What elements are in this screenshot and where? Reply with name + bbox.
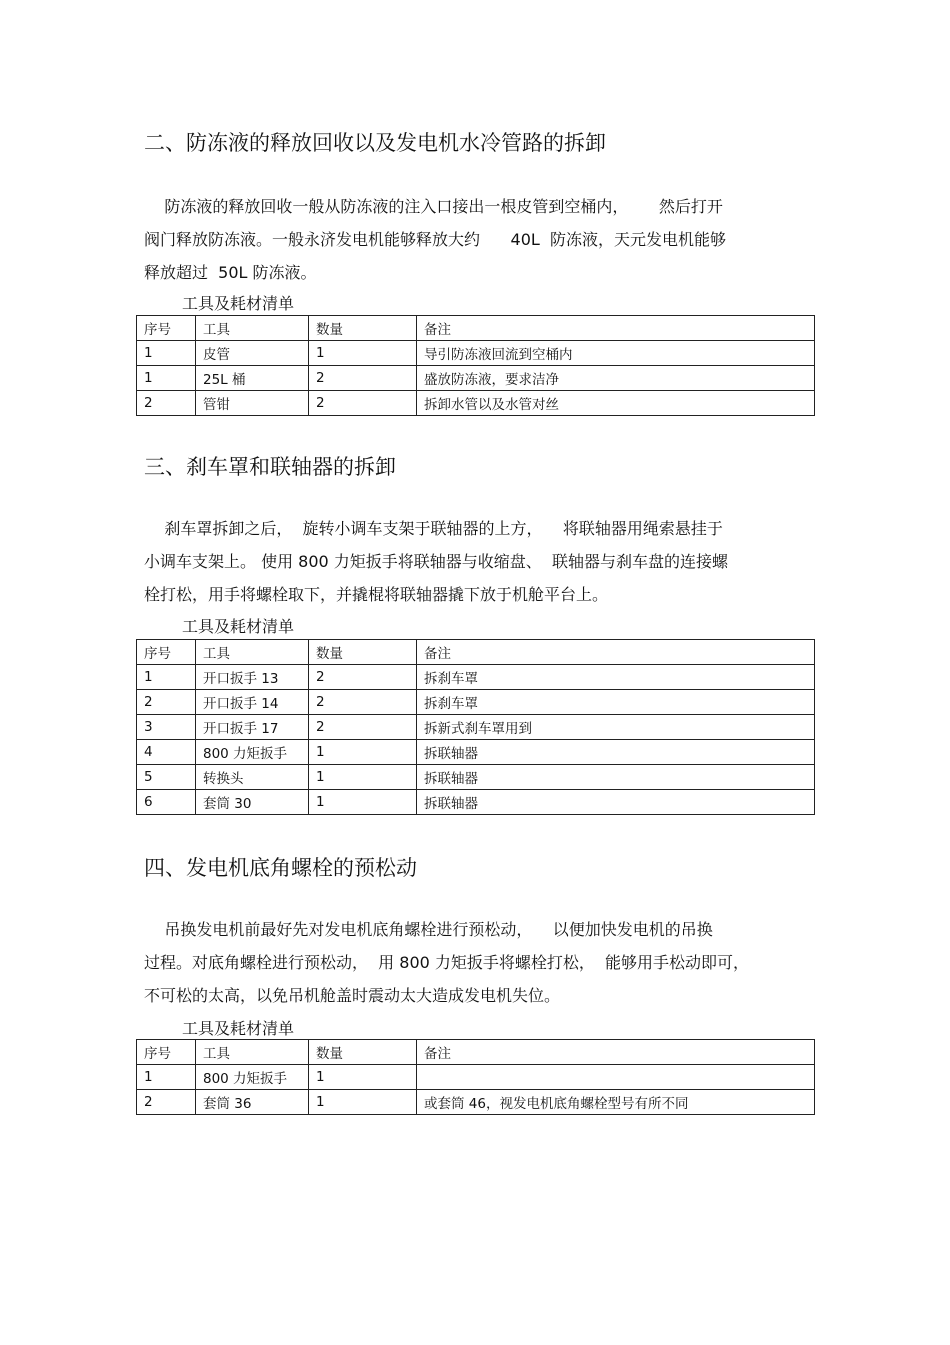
tools-table	[136, 315, 815, 416]
table-cell: 1	[309, 1065, 417, 1090]
table-row	[137, 740, 815, 765]
section-heading: 三、刹车罩和联轴器的拆卸	[144, 455, 396, 479]
paragraph-line: 防冻液的释放回收一般从防冻液的注入口接出一根皮管到空桶内， 然后打开	[144, 197, 723, 216]
table-cell: 2	[309, 690, 417, 715]
section-paragraph	[144, 190, 806, 289]
table-cell: 800 力矩扳手	[196, 1065, 309, 1090]
header-cell: 序号	[137, 316, 196, 341]
table-header-row	[137, 640, 815, 665]
table-cell: 800 力矩扳手	[196, 740, 309, 765]
table-cell: 1	[137, 341, 196, 366]
table-cell: 2	[137, 1090, 196, 1115]
table-cell: 1	[309, 1090, 417, 1115]
paragraph-line: 阀门释放防冻液。一般永济发电机能够释放大约 40L 防冻液，天元发电机能够	[144, 230, 726, 249]
table-cell: 1	[309, 341, 417, 366]
table-caption: 工具及耗材清单	[182, 617, 295, 636]
table-cell: 转换头	[196, 765, 309, 790]
paragraph-line: 栓打松，用手将螺栓取下，并撬棍将联轴器撬下放于机舱平台上。	[144, 585, 609, 604]
table-cell: 2	[137, 690, 196, 715]
table-cell: 拆联轴器	[417, 765, 815, 790]
tools-table	[136, 1039, 815, 1115]
table-row	[137, 765, 815, 790]
table-cell: 管钳	[196, 391, 309, 416]
paragraph-line: 释放超过 50L 防冻液。	[144, 263, 317, 282]
table-cell: 皮管	[196, 341, 309, 366]
header-cell: 数量	[309, 316, 417, 341]
section-paragraph	[144, 913, 806, 1012]
table-cell: 套筒 30	[196, 790, 309, 815]
header-cell: 备注	[417, 316, 815, 341]
table-header-row	[137, 316, 815, 341]
paragraph-line: 刹车罩拆卸之后， 旋转小调车支架于联轴器的上方， 将联轴器用绳索悬挂于	[144, 519, 723, 538]
table-cell: 2	[309, 391, 417, 416]
table-cell: 拆刹车罩	[417, 665, 815, 690]
table-row	[137, 391, 815, 416]
table-row	[137, 715, 815, 740]
header-cell: 工具	[196, 316, 309, 341]
table-cell: 或套筒 46，视发电机底角螺栓型号有所不同	[417, 1090, 815, 1115]
table-row	[137, 1065, 815, 1090]
table-cell: 盛放防冻液，要求洁净	[417, 366, 815, 391]
table-cell: 4	[137, 740, 196, 765]
section-heading: 四、发电机底角螺栓的预松动	[144, 856, 417, 880]
table-row	[137, 366, 815, 391]
table-cell: 3	[137, 715, 196, 740]
table-cell: 6	[137, 790, 196, 815]
table-cell: 2	[309, 366, 417, 391]
table-cell: 1	[309, 740, 417, 765]
table-cell: 拆联轴器	[417, 790, 815, 815]
section-paragraph	[144, 512, 806, 611]
table-cell: 开口扳手 14	[196, 690, 309, 715]
table-cell: 1	[309, 765, 417, 790]
paragraph-line: 不可松的太高，以免吊机舱盖时震动太大造成发电机失位。	[144, 986, 561, 1005]
header-cell: 备注	[417, 1040, 815, 1065]
table-cell: 拆卸水管以及水管对丝	[417, 391, 815, 416]
header-cell: 工具	[196, 1040, 309, 1065]
section-heading: 二、防冻液的释放回收以及发电机水冷管路的拆卸	[144, 131, 606, 155]
header-cell: 数量	[309, 640, 417, 665]
table-cell: 拆刹车罩	[417, 690, 815, 715]
table-cell: 导引防冻液回流到空桶内	[417, 341, 815, 366]
header-cell: 序号	[137, 640, 196, 665]
paragraph-line: 过程。对底角螺栓进行预松动， 用 800 力矩扳手将螺栓打松， 能够用手松动即可，	[144, 953, 750, 972]
table-cell: 2	[309, 715, 417, 740]
tools-table	[136, 639, 815, 815]
table-cell	[417, 1065, 815, 1090]
header-cell: 工具	[196, 640, 309, 665]
table-cell: 1	[309, 790, 417, 815]
table-caption: 工具及耗材清单	[182, 294, 295, 313]
table-cell: 5	[137, 765, 196, 790]
paragraph-line: 吊换发电机前最好先对发电机底角螺栓进行预松动， 以便加快发电机的吊换	[144, 920, 713, 939]
table-header-row	[137, 1040, 815, 1065]
table-row	[137, 790, 815, 815]
table-cell: 2	[309, 665, 417, 690]
table-cell: 1	[137, 366, 196, 391]
table-cell: 拆新式刹车罩用到	[417, 715, 815, 740]
paragraph-line: 小调车支架上。 使用 800 力矩扳手将联轴器与收缩盘、 联轴器与刹车盘的连接螺	[144, 552, 728, 571]
header-cell: 备注	[417, 640, 815, 665]
table-cell: 1	[137, 665, 196, 690]
header-cell: 序号	[137, 1040, 196, 1065]
table-row	[137, 665, 815, 690]
table-cell: 25L 桶	[196, 366, 309, 391]
table-cell: 开口扳手 13	[196, 665, 309, 690]
table-cell: 2	[137, 391, 196, 416]
table-row	[137, 341, 815, 366]
table-cell: 拆联轴器	[417, 740, 815, 765]
table-cell: 套筒 36	[196, 1090, 309, 1115]
table-cell: 开口扳手 17	[196, 715, 309, 740]
table-row	[137, 690, 815, 715]
table-cell: 1	[137, 1065, 196, 1090]
header-cell: 数量	[309, 1040, 417, 1065]
table-caption: 工具及耗材清单	[182, 1019, 295, 1038]
table-row	[137, 1090, 815, 1115]
